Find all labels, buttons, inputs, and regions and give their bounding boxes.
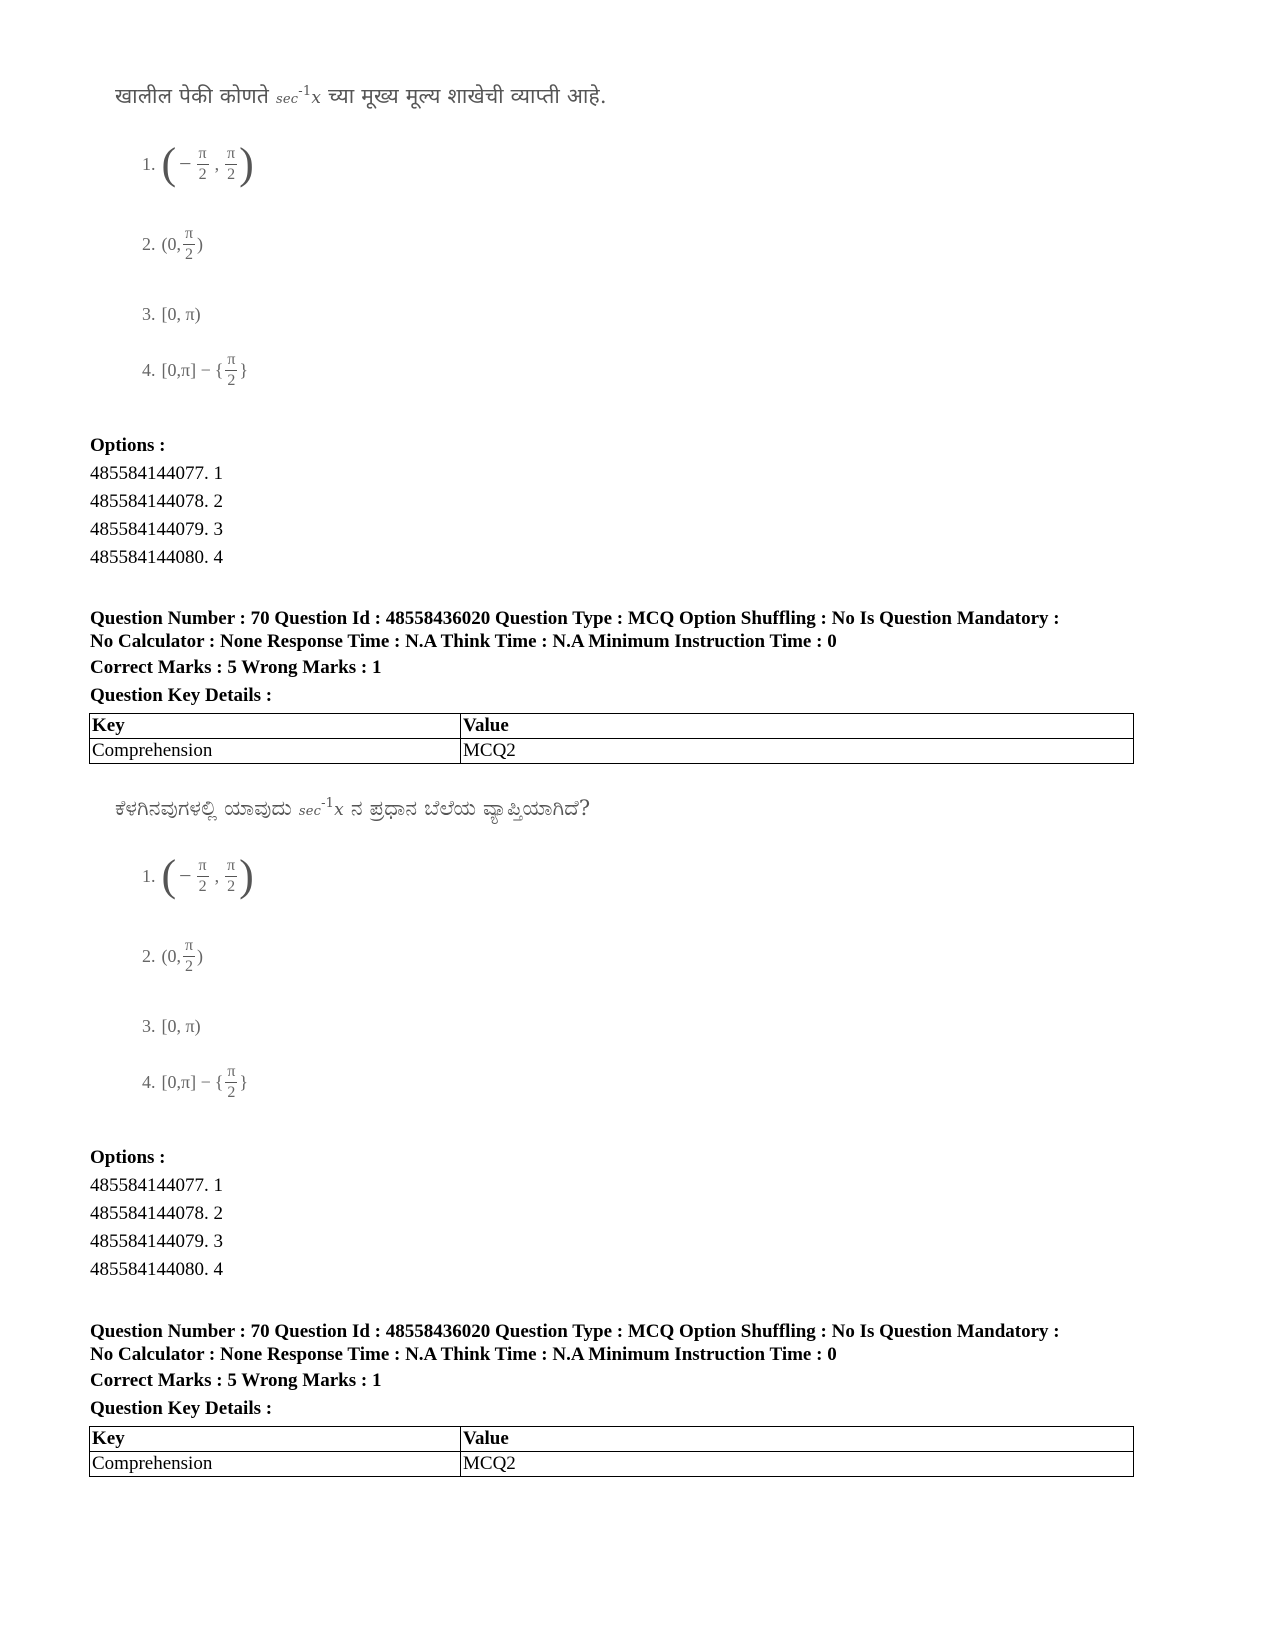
- option-item: 485584144079. 3: [90, 1231, 223, 1252]
- interval: [0,π] −: [161, 360, 211, 380]
- choice-4: [142, 1064, 248, 1101]
- choice-number: 4.: [142, 360, 156, 380]
- fraction-pi-over-2: $\frac{\pi}{2}$: [227, 351, 236, 389]
- brace-close: }: [239, 1072, 249, 1092]
- fraction-pi-over-2: $\frac{\pi}{2}$: [227, 144, 236, 183]
- question-image-marathi: [115, 82, 607, 110]
- x-variable: x: [311, 88, 322, 108]
- question-header-line1: Question Number : 70 Question Id : 48558436020 Question Type : MCQ Option Shuffling : No Is Question Mandatory :: [90, 608, 1060, 629]
- choice-1: [142, 139, 254, 188]
- question-text-pre: खालील पेकी कोणते: [115, 84, 270, 108]
- choice-number: 1.: [142, 153, 156, 174]
- paren-close: ): [239, 851, 254, 900]
- key-details-label: Question Key Details :: [90, 685, 273, 706]
- question-text-post: ನ ಪ್ರಧಾನ ಬೆಲೆಯ ವ್ಯಾಪ್ತಿಯಾಗಿದೆ?: [350, 796, 591, 820]
- question-text-post: च्या मूख्य मूल्य शाखेची व्याप्ती आहे.: [328, 84, 607, 108]
- option-item: 485584144079. 3: [90, 519, 223, 540]
- question-header-line2: No Calculator : None Response Time : N.A Think Time : N.A Minimum Instruction Time : 0: [90, 1344, 837, 1365]
- question-text: [115, 82, 607, 110]
- fraction-pi-over-2: $\frac{\pi}{2}$: [227, 856, 236, 895]
- choice-1: [142, 851, 254, 900]
- interval: [0, π): [161, 304, 201, 324]
- minus-sign: −: [179, 151, 192, 176]
- interval: [0,π] −: [161, 1072, 211, 1092]
- minus-sign: −: [179, 863, 192, 888]
- options-block: [90, 432, 223, 572]
- question-header-line1: Question Number : 70 Question Id : 48558436020 Question Type : MCQ Option Shuffling : No Is Question Mandatory :: [90, 1321, 1060, 1342]
- sec-exponent: -1: [321, 796, 335, 811]
- comma: ,: [214, 865, 220, 886]
- options-heading: Options :: [90, 435, 166, 456]
- choice-3: [142, 304, 201, 325]
- choice-3: [142, 1016, 201, 1037]
- brace-open: {: [214, 360, 224, 380]
- key-table-row: [90, 739, 1134, 764]
- sec-term: sec: [276, 92, 299, 107]
- option-item: 485584144080. 4: [90, 547, 223, 568]
- fraction-pi-over-2: $\frac{\pi}{2}$: [184, 937, 194, 975]
- interval-start: (0,: [161, 946, 181, 966]
- fraction-pi-over-2: $\frac{\pi}{2}$: [198, 144, 207, 183]
- sec-term: sec: [298, 804, 322, 819]
- value-cell: MCQ2: [461, 1452, 1134, 1477]
- question-header: [90, 1320, 1150, 1366]
- question-text-pre: ಕೆಳಗಿನವುಗಳಲ್ಲಿ ಯಾವುದು: [115, 796, 292, 820]
- choice-number: 3.: [142, 304, 156, 324]
- paren-open: (: [161, 139, 177, 188]
- choice-2: [142, 938, 203, 975]
- choice-number: 4.: [142, 1072, 156, 1092]
- fraction-pi-over-2: $\frac{\pi}{2}$: [184, 225, 194, 263]
- x-variable: x: [334, 800, 344, 820]
- question-header-line2: No Calculator : None Response Time : N.A Think Time : N.A Minimum Instruction Time : 0: [90, 631, 837, 652]
- options-list: [90, 460, 223, 572]
- marks-line: Correct Marks : 5 Wrong Marks : 1: [90, 657, 382, 678]
- question-text: [115, 796, 590, 821]
- choice-number: 3.: [142, 1016, 156, 1036]
- fraction-pi-over-2: $\frac{\pi}{2}$: [198, 856, 207, 895]
- sec-exponent: -1: [298, 84, 312, 99]
- interval: [0, π): [161, 1016, 201, 1036]
- key-table: [89, 1426, 1134, 1477]
- brace-close: }: [239, 360, 249, 380]
- key-table-row: [90, 1452, 1134, 1477]
- question-header: [90, 607, 1150, 653]
- options-block: [90, 1144, 223, 1284]
- options-list: [90, 1172, 223, 1284]
- key-table-header: [90, 1427, 1134, 1452]
- choice-2: [142, 226, 203, 263]
- value-header: Value: [461, 714, 1134, 739]
- choice-number: 2.: [142, 234, 156, 254]
- key-header: Key: [90, 1427, 461, 1452]
- key-table-header: [90, 714, 1134, 739]
- options-heading: Options :: [90, 1147, 166, 1168]
- option-item: 485584144077. 1: [90, 463, 223, 484]
- marks-line: Correct Marks : 5 Wrong Marks : 1: [90, 1370, 382, 1391]
- brace-open: {: [214, 1072, 224, 1092]
- key-header: Key: [90, 714, 461, 739]
- paren-close: ): [197, 946, 203, 966]
- option-item: 485584144078. 2: [90, 1203, 223, 1224]
- key-cell: Comprehension: [90, 739, 461, 764]
- question-image-kannada: [115, 796, 590, 821]
- comma: ,: [214, 153, 220, 174]
- choice-number: 1.: [142, 865, 156, 886]
- paren-close: ): [239, 139, 254, 188]
- paren-open: (: [161, 851, 177, 900]
- key-details-label: Question Key Details :: [90, 1398, 273, 1419]
- option-item: 485584144078. 2: [90, 491, 223, 512]
- fraction-pi-over-2: $\frac{\pi}{2}$: [227, 1063, 236, 1101]
- value-header: Value: [461, 1427, 1134, 1452]
- paren-close: ): [197, 234, 203, 254]
- key-table: [89, 713, 1134, 764]
- interval-start: (0,: [161, 234, 181, 254]
- choice-number: 2.: [142, 946, 156, 966]
- option-item: 485584144080. 4: [90, 1259, 223, 1280]
- key-cell: Comprehension: [90, 1452, 461, 1477]
- option-item: 485584144077. 1: [90, 1175, 223, 1196]
- choice-4: [142, 352, 248, 389]
- value-cell: MCQ2: [461, 739, 1134, 764]
